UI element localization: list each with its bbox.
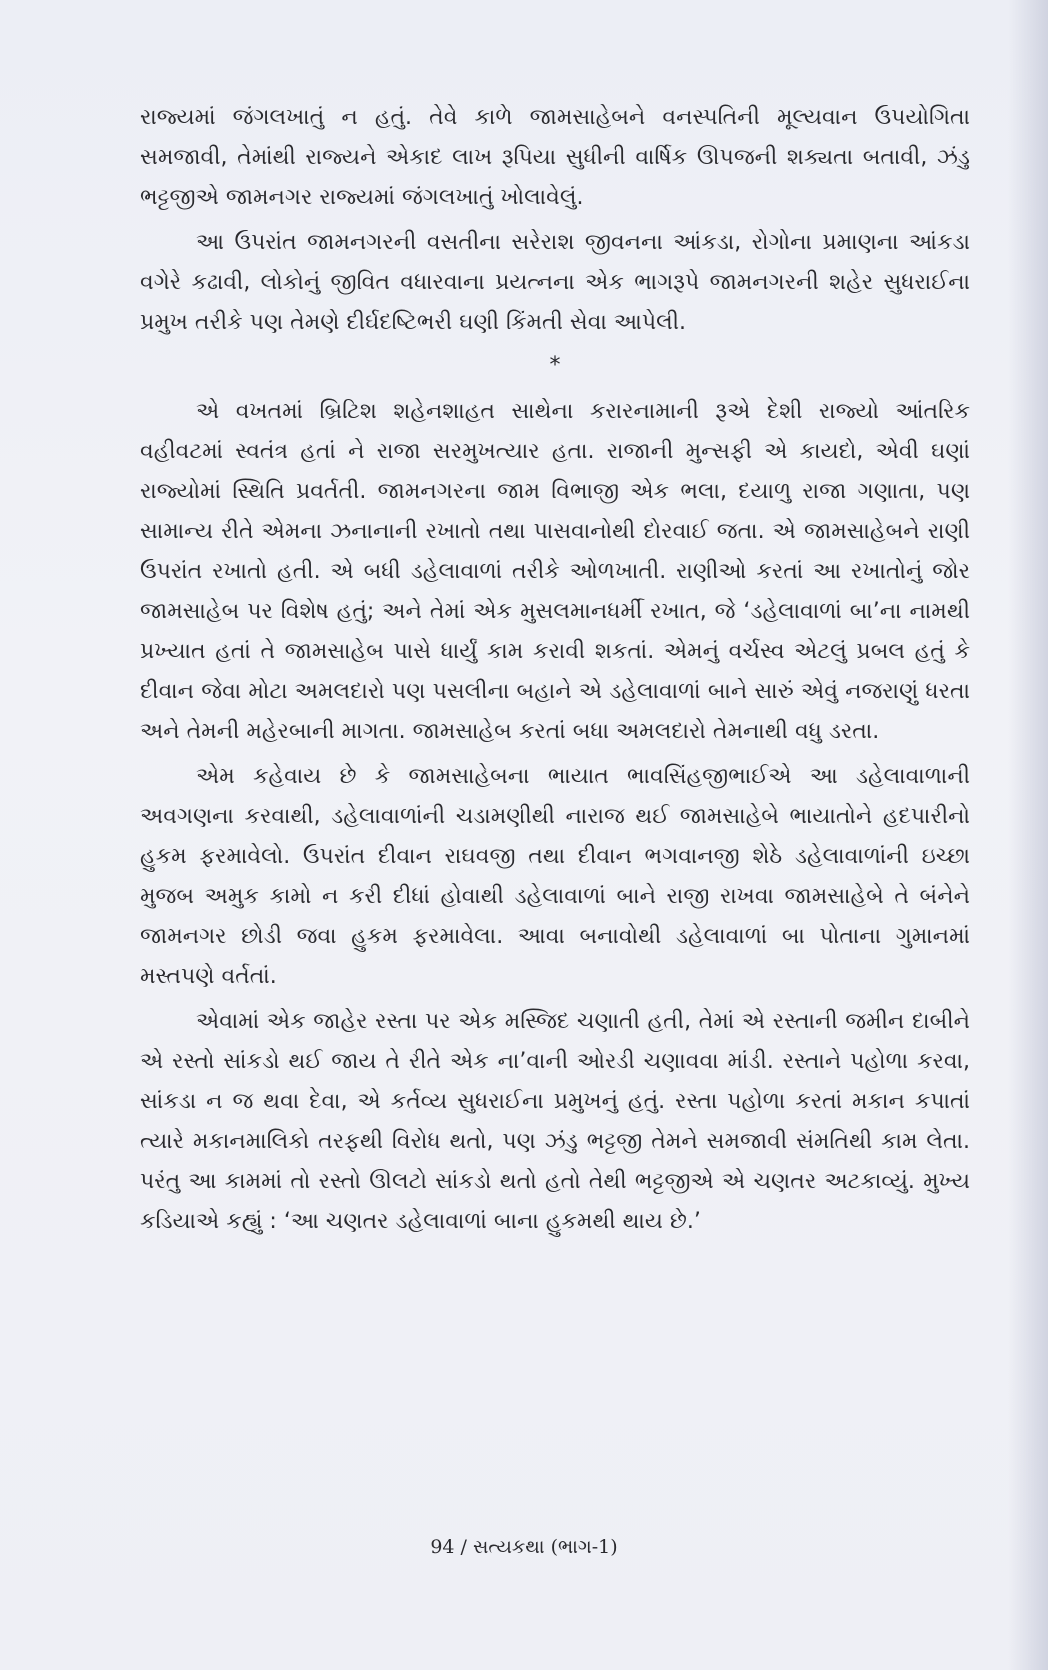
page-footer: 94 / સત્યકથા (ભાગ-1)	[430, 1536, 618, 1558]
paragraph-3: એ વખતમાં બ્રિટિશ શહેનશાહત સાથેના કરારનામાની રૂએ દેશી રાજ્યો આંતરિક વહીવટમાં સ્વતંત્ર હતાં ને રાજા સરમુખત્યાર હતા. રાજાની મુન્સફી એ કાયદો, એવી ઘણાં રાજ્યોમાં સ્થિતિ પ્રવર્તતી. જામનગરના જામ વિભાજી એક ભલા, દયાળુ રાજા ગણાતા, પણ સામાન્ય રીતે એમના ઝનાનાની રખાતો તથા પાસવાનોથી દોરવાઈ જતા. એ જામસાહેબને રાણી ઉપરાંત રખાતો હતી. એ બધી ડહેલાવાળાં તરીકે ઓળખાતી. રાણીઓ કરતાં આ રખાતોનું જોર જામસાહેબ પર વિશેષ હતું; અને તેમાં એક મુસલમાનધર્મી રખાત, જે ‘ડહેલાવાળાં બા’ના નામથી પ્રખ્યાત હતાં તે જામસાહેબ પાસે ધાર્યું કામ કરાવી શકતાં. એમનું વર્ચસ્વ એટલું પ્રબલ હતું કે દીવાન જેવા મોટા અમલદારો પણ પસલીના બહાને એ ડહેલાવાળાં બાને સારું એવું નજરાણું ધરતા અને તેમની મહેરબાની માગતા. જામસાહેબ કરતાં બધા અમલદારો તેમનાથી વધુ ડરતા.	[140, 399, 970, 744]
page-edge-shadow	[1008, 0, 1048, 1670]
paragraph-2: આ ઉપરાંત જામનગરની વસતીના સરેરાશ જીવનના આંકડા, રોગોના પ્રમાણના આંકડા વગેરે કઢાવી, લોકોનું જીવિત વધારવાના પ્રયત્નના એક ભાગરૂપે જામનગરની શહેર સુધરાઈના પ્રમુખ તરીકે પણ તેમણે દીર્ઘદષ્ટિભરી ઘણી કિંમતી સેવા આપેલી.	[140, 230, 970, 335]
section-separator: *	[549, 353, 561, 378]
paragraph-4: એમ કહેવાય છે કે જામસાહેબના ભાયાત ભાવસિંહજીભાઈએ આ ડહેલાવાળાની અવગણના કરવાથી, ડહેલાવાળાંની ચડામણીથી નારાજ થઈ જામસાહેબે ભાયાતોને હદપારીનો હુકમ ફરમાવેલો. ઉપરાંત દીવાન રાઘવજી તથા દીવાન ભગવાનજી શેઠે ડહેલાવાળાંની ઇચ્છા મુજબ અમુક કામો ન કરી દીધાં હોવાથી ડહેલાવાળાં બાને રાજી રાખવા જામસાહેબે તે બંનેને જામનગર છોડી જવા હુકમ ફરમાવેલા. આવા બનાવોથી ડહેલાવાળાં બા પોતાના ગુમાનમાં મસ્તપણે વર્તતાં.	[140, 764, 970, 989]
paragraph-5: એવામાં એક જાહેર રસ્તા પર એક મસ્જિદ ચણાતી હતી, તેમાં એ રસ્તાની જમીન દાબીને એ રસ્તો સાંકડો થઈ જાય તે રીતે એક ના’વાની ઓરડી ચણાવવા માંડી. રસ્તાને પહોળા કરવા, સાંકડા ન જ થવા દેવા, એ કર્તવ્ય સુધરાઈના પ્રમુખનું હતું. રસ્તા પહોળા કરતાં મકાન કપાતાં ત્યારે મકાનમાલિકો તરફથી વિરોધ થતો, પણ ઝંડુ ભટ્ટજી તેમને સમજાવી સંમતિથી કામ લેતા. પરંતુ આ કામમાં તો રસ્તો ઊલટો સાંકડો થતો હતો તેથી ભટ્ટજીએ એ ચણતર અટકાવ્યું. મુખ્ય કડિયાએ કહ્યું : ‘આ ચણતર ડહેલાવાળાં બાના હુકમથી થાય છે.’	[140, 1009, 970, 1234]
paragraph-1: રાજ્યમાં જંગલખાતું ન હતું. તેવે કાળે જામસાહેબને વનસ્પતિની મૂલ્યવાન ઉપયોગિતા સમજાવી, તેમાંથી રાજ્યને એકાદ લાખ રૂપિયા સુધીની વાર્ષિક ઊપજની શક્યતા બતાવી, ઝંડુ ભટ્ટજીએ જામનગર રાજ્યમાં જંગલખાતું ખોલાવેલું.	[140, 105, 970, 210]
page-body	[140, 98, 970, 1247]
